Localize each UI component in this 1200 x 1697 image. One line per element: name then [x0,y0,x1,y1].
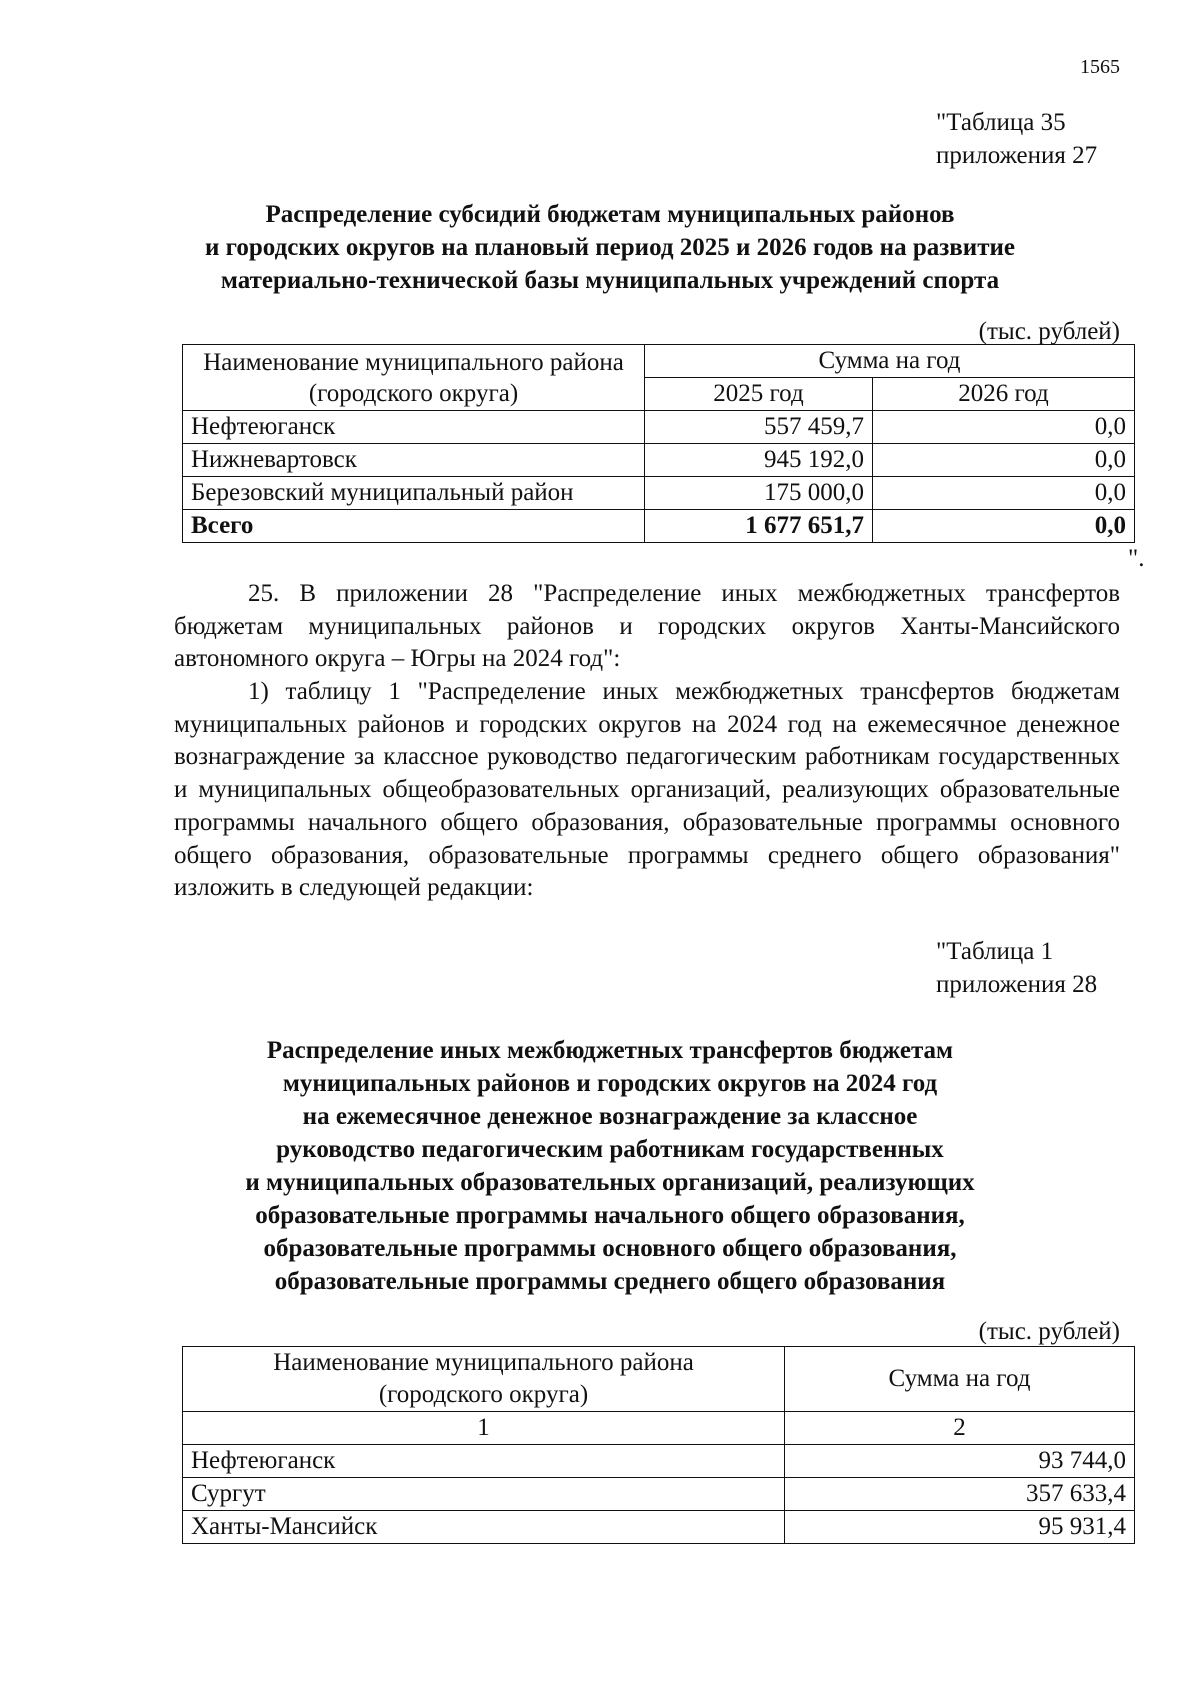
table35-header-name: Наименование муниципального района (городского округа) [183,345,645,411]
row-value-2025: 557 459,7 [645,411,873,444]
table1-title-line5: и муниципальных образовательных организаций, реализующих [245,1169,975,1196]
paragraph-25: 25. В приложении 28 "Распределение иных межбюджетных трансфертов бюджетам муниципальных районов и городских округов Ханты-Мансийского автономного округа – Югры на 2024 год": [174,580,1120,673]
table-row [183,1511,1135,1544]
total-label: Всего [183,510,645,543]
page-number: 1565 [1080,56,1120,78]
row-name: Нефтеюганск [183,411,645,444]
table1-title [130,1034,1090,1298]
table-row [183,1478,1135,1511]
table-row [183,477,1135,510]
table35-title-line1: Распределение субсидий бюджетам муниципальных районов [265,201,955,228]
table35-title-line2: и городских округов на плановый период 2025 и 2026 годов на развитие [205,234,1015,261]
row-value-2025: 945 192,0 [645,444,873,477]
total-value-2025: 1 677 651,7 [645,510,873,543]
table1-title-line6: образовательные программы начального общего образования, [255,1202,965,1229]
table1-reference [936,935,1097,1001]
row-name: Ханты-Мансийск [183,1511,785,1544]
table1-title-line7: образовательные программы основного общего образования, [263,1235,957,1262]
row-value-2026: 0,0 [873,444,1135,477]
row-name: Нефтеюганск [183,1445,785,1478]
row-value-2026: 0,0 [873,411,1135,444]
table35-ref-line2: приложения 27 [936,142,1098,169]
table35-header-sum: Сумма на год [645,345,1135,378]
row-sum: 93 744,0 [785,1445,1135,1478]
table35-units: (тыс. рублей) [978,318,1120,345]
row-value-2026: 0,0 [873,477,1135,510]
table1-col-number-2: 2 [785,1412,1135,1445]
table1-header-sum: Сумма на год [785,1347,1135,1412]
table35-header-2026: 2026 год [873,378,1135,411]
table1-ref-line2: приложения 28 [936,971,1098,998]
table-total-row [183,510,1135,543]
table35-closing-quote: ". [1128,545,1145,572]
table1-col-number-1: 1 [183,1412,785,1445]
row-name: Сургут [183,1478,785,1511]
table1 [182,1346,1135,1544]
table35-header-2025: 2025 год [645,378,873,411]
table35-title-line3: материально-технической базы муниципальных учреждений спорта [220,267,1000,294]
row-name: Нижневартовск [183,444,645,477]
row-sum: 95 931,4 [785,1511,1135,1544]
table-row [183,1445,1135,1478]
table-row [183,411,1135,444]
table35-ref-line1: "Таблица 35 [936,109,1066,136]
table35-title [130,198,1090,297]
table35 [182,344,1135,543]
table1-title-line4: руководство педагогическим работникам государственных [276,1136,944,1163]
table1-title-line1: Распределение иных межбюджетных трансфертов бюджетам [266,1037,954,1064]
total-value-2026: 0,0 [873,510,1135,543]
row-value-2025: 175 000,0 [645,477,873,510]
table1-ref-line1: "Таблица 1 [936,938,1054,965]
row-sum: 357 633,4 [785,1478,1135,1511]
table1-title-line8: образовательные программы среднего общего образования [274,1268,946,1295]
table35-reference [936,106,1097,172]
table1-title-line2: муниципальных районов и городских округов на 2024 год [282,1070,938,1097]
table-row [183,444,1135,477]
paragraph-1: 1) таблицу 1 "Распределение иных межбюджетных трансфертов бюджетам муниципальных районов и городских округов на 2024 год на ежемесячное денежное вознаграждение за классное руководство педагогическим работникам государственных и муниципальных общеобразовательных организаций, реализующих образовательные программы начального общего образования, образовательные программы основного общего образования, образовательные программы среднего общего образования" изложить в следующей редакции: [174,678,1120,902]
row-name: Березовский муниципальный район [183,477,645,510]
table1-units: (тыс. рублей) [978,1318,1120,1345]
table1-title-line3: на ежемесячное денежное вознаграждение за классное [302,1103,918,1130]
table1-header-name: Наименование муниципального района (городского округа) [183,1347,785,1412]
